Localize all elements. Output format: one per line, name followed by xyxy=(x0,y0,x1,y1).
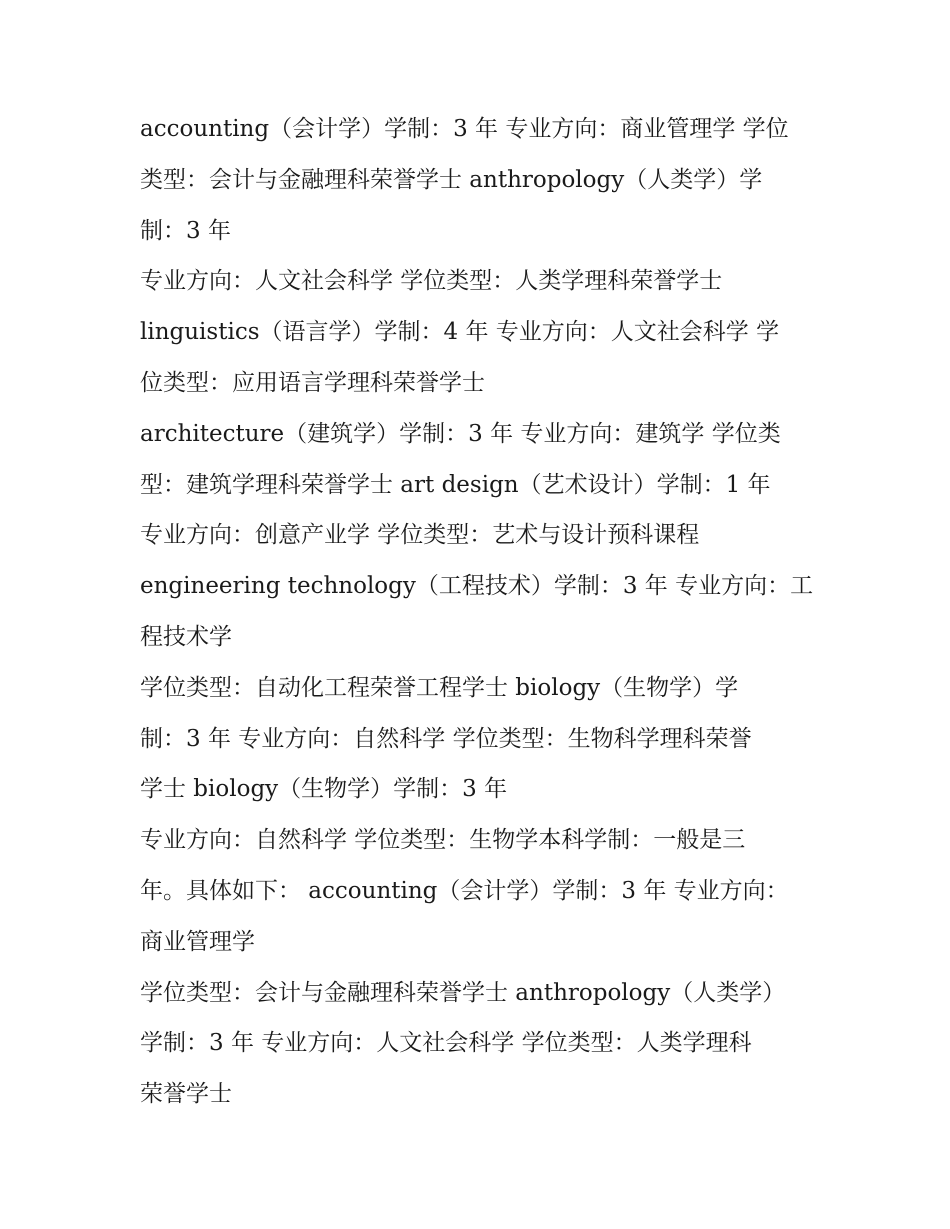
text-line: 类型：会计与金融理科荣誉学士 anthropology（人类学）学 xyxy=(140,166,763,193)
text-line: 型：建筑学理科荣誉学士 art design（艺术设计）学制：1 年 xyxy=(140,471,771,498)
text-line: 专业方向：创意产业学 学位类型：艺术与设计预科课程 xyxy=(140,522,700,549)
text-line: 荣誉学士 xyxy=(140,1081,232,1108)
text-line: 学位类型：会计与金融理科荣誉学士 anthropology（人类学） xyxy=(140,979,786,1006)
document-body xyxy=(140,104,820,1120)
text-line: engineering technology（工程技术）学制：3 年 专业方向：工 xyxy=(140,573,814,600)
text-line: 制：3 年 xyxy=(140,217,231,244)
text-line: linguistics（语言学）学制：4 年 专业方向：人文社会科学 学 xyxy=(140,319,780,346)
text-line: 学制：3 年 专业方向：人文社会科学 学位类型：人类学理科 xyxy=(140,1030,752,1057)
text-line: accounting（会计学）学制：3 年 专业方向：商业管理学 学位 xyxy=(140,116,789,142)
text-line: 位类型：应用语言学理科荣誉学士 xyxy=(140,369,485,396)
text-line: 年。具体如下： accounting（会计学）学制：3 年 专业方向： xyxy=(140,877,789,904)
text-line: 程技术学 xyxy=(140,623,232,650)
text-line: 制：3 年 专业方向：自然科学 学位类型：生物科学理科荣誉 xyxy=(140,725,752,752)
text-line: 专业方向：人文社会科学 学位类型：人类学理科荣誉学士 xyxy=(140,268,723,295)
text-line: 学士 biology（生物学）学制：3 年 xyxy=(140,776,508,803)
text-line: 专业方向：自然科学 学位类型：生物学本科学制：一般是三 xyxy=(140,827,746,854)
text-line: architecture（建筑学）学制：3 年 专业方向：建筑学 学位类 xyxy=(140,420,781,447)
text-line: 商业管理学 xyxy=(140,928,255,955)
text-line: 学位类型：自动化工程荣誉工程学士 biology（生物学）学 xyxy=(140,674,739,701)
